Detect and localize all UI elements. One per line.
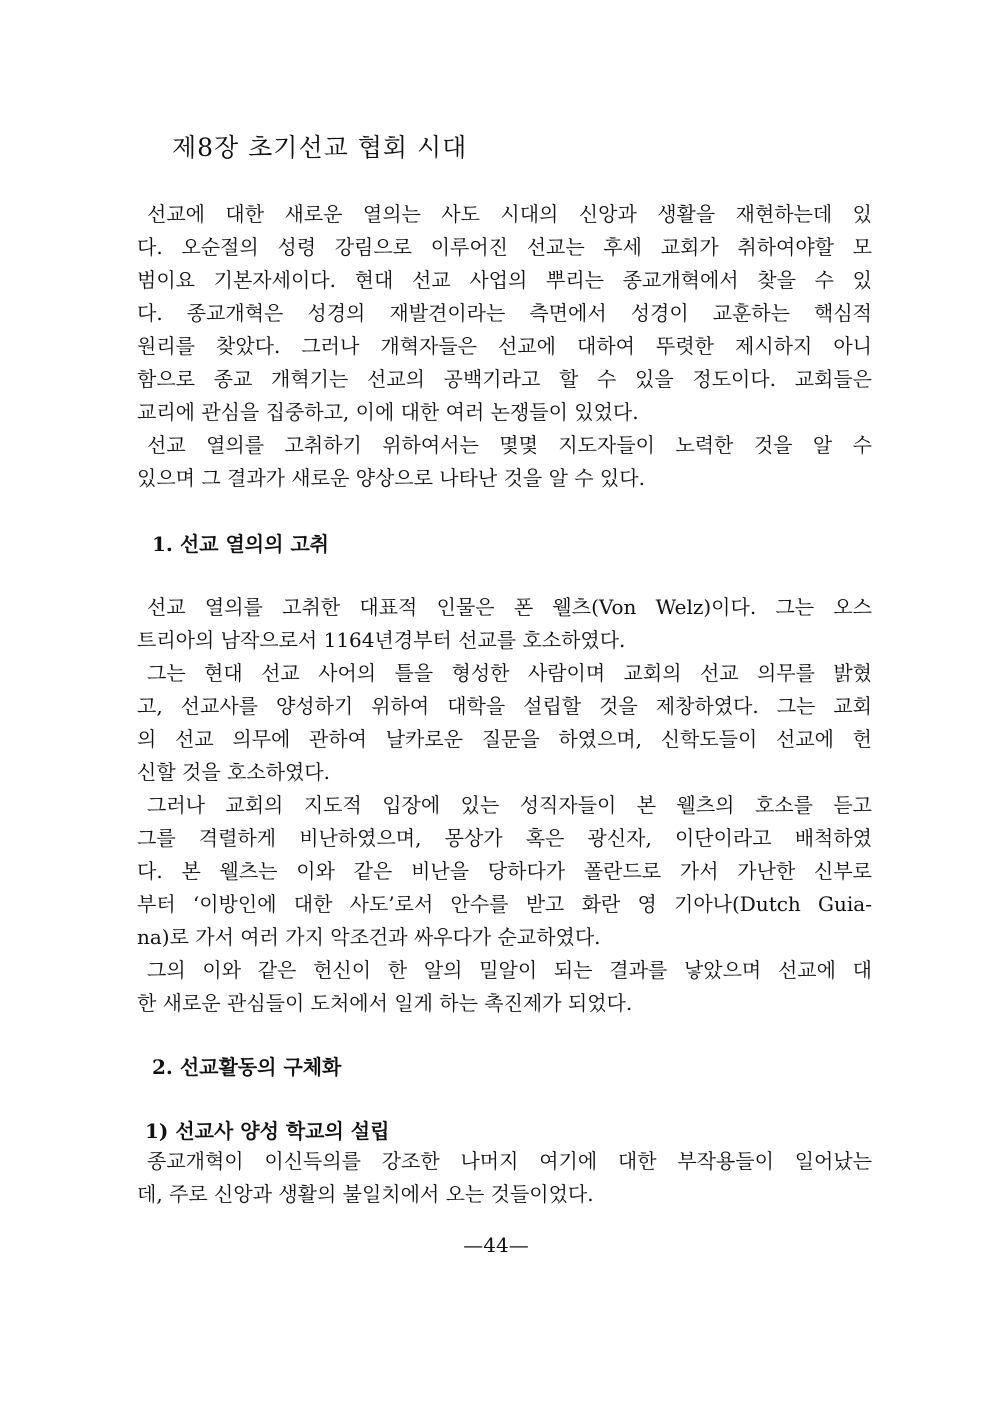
page-number: —44—	[463, 1233, 529, 1257]
subsection-heading: 1) 선교사 양성 학교의 설립	[145, 1119, 390, 1143]
section-heading: 2. 선교활동의 구체화	[152, 1055, 342, 1079]
section1-line: 선교 열의를 고취한 대표적 인물은 폰 웰츠(Von Welz)이다. 그는 오스	[147, 595, 872, 619]
section1-line: na)로 가서 여러 가지 악조건과 싸우다가 순교하였다.	[137, 925, 601, 949]
intro-line: 함으로 종교 개혁기는 선교의 공백기라고 할 수 있을 정도이다. 교회들은	[137, 367, 872, 391]
section2-line: 데, 주로 신앙과 생활의 불일치에서 오는 것들이었다.	[137, 1182, 594, 1206]
intro-line: 원리를 찾았다. 그러나 개혁자들은 선교에 대하여 뚜렷한 제시하지 아니	[137, 334, 872, 358]
section1-line: 트리아의 남작으로서 1164년경부터 선교를 호소하였다.	[137, 628, 626, 652]
intro-line: 교리에 관심을 집중하고, 이에 대한 여러 논쟁들이 있었다.	[137, 400, 639, 424]
chapter-title: 제8장 초기선교 협회 시대	[172, 133, 468, 162]
section1-line: 의 선교 의무에 관하여 날카로운 질문을 하였으며, 신학도들이 선교에 헌	[137, 727, 872, 751]
intro-line: 선교 열의를 고취하기 위하여서는 몇몇 지도자들이 노력한 것을 알 수	[147, 433, 872, 457]
section1-line: 다. 본 웰츠는 이와 같은 비난을 당하다가 폴란드로 가서 가난한 신부로	[137, 859, 872, 883]
section1-line: 고, 선교사를 양성하기 위하여 대학을 설립할 것을 제창하였다. 그는 교회	[137, 694, 872, 718]
section1-line: 한 새로운 관심들이 도처에서 일게 하는 촉진제가 되었다.	[137, 991, 633, 1015]
intro-line: 선교에 대한 새로운 열의는 사도 시대의 신앙과 생활을 재현하는데 있	[147, 202, 872, 226]
intro-line: 다. 종교개혁은 성경의 재발견이라는 측면에서 성경이 교훈하는 핵심적	[137, 301, 872, 325]
section2-line: 종교개혁이 이신득의를 강조한 나머지 여기에 대한 부작용들이 일어났는	[147, 1149, 872, 1173]
section1-line: 그의 이와 같은 헌신이 한 알의 밀알이 되는 결과를 낳았으며 선교에 대	[147, 958, 872, 982]
section1-line: 부터 ‘이방인에 대한 사도’로서 안수를 받고 화란 영 기아나(Dutch Guia-	[137, 892, 872, 916]
intro-line: 다. 오순절의 성령 강림으로 이루어진 선교는 후세 교회가 취하여야할 모	[137, 235, 872, 259]
section1-line: 그를 격렬하게 비난하였으며, 몽상가 혹은 광신자, 이단이라고 배척하였	[137, 826, 872, 850]
intro-line: 있으며 그 결과가 새로운 양상으로 나타난 것을 알 수 있다.	[137, 466, 645, 490]
section1-line: 그는 현대 선교 사어의 틀을 형성한 사람이며 교회의 선교 의무를 밝혔	[147, 661, 872, 685]
intro-line: 범이요 기본자세이다. 현대 선교 사업의 뿌리는 종교개혁에서 찾을 수 있	[137, 268, 872, 292]
section1-line: 신할 것을 호소하였다.	[137, 760, 330, 784]
section-heading: 1. 선교 열의의 고취	[152, 532, 330, 556]
section1-line: 그러나 교회의 지도적 입장에 있는 성직자들이 본 웰츠의 호소를 듣고	[147, 793, 872, 817]
